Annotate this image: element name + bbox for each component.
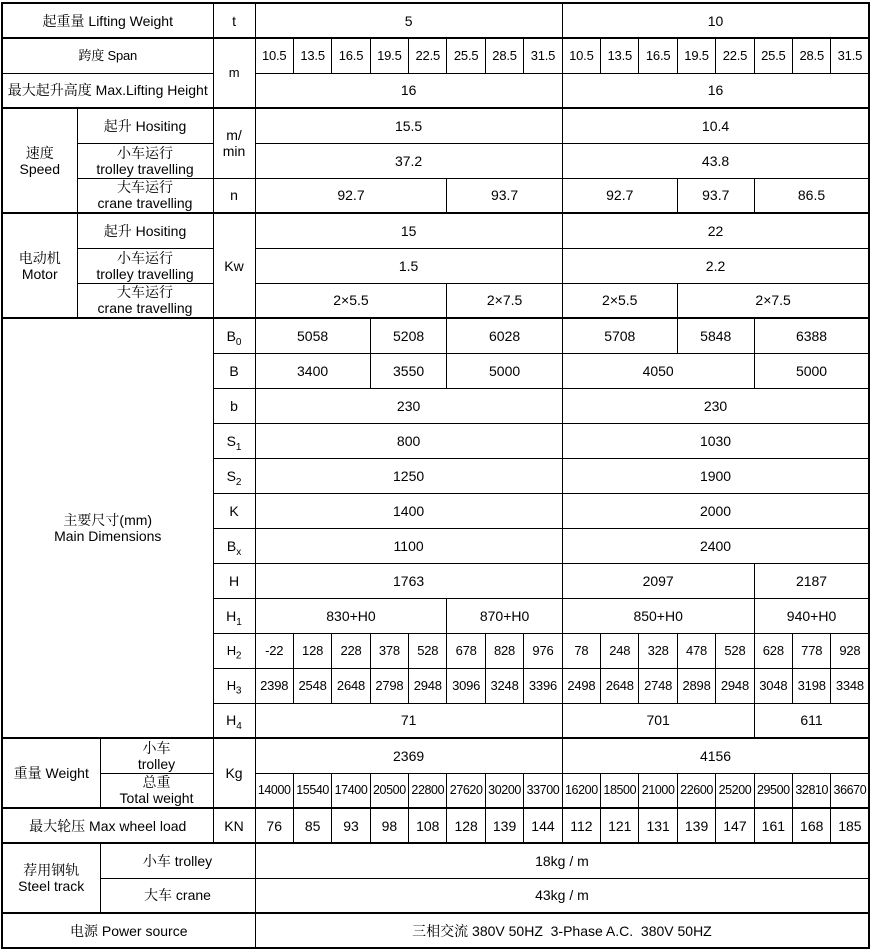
dim-h3-value: 3248 — [485, 668, 523, 703]
dim-b-value: 3400 — [255, 353, 370, 388]
wheel-load-value: 144 — [524, 808, 562, 843]
dim-h3-value: 2948 — [716, 668, 754, 703]
wheel-load-value: 128 — [447, 808, 485, 843]
dim-h3-value: 2498 — [562, 668, 600, 703]
wheel-load-value: 139 — [485, 808, 523, 843]
dim-h3-value: 2948 — [409, 668, 447, 703]
span-value: 13.5 — [601, 38, 639, 73]
dim-h2-value: 248 — [601, 633, 639, 668]
dim-h2-value: 778 — [793, 633, 831, 668]
dim-label-b: B — [213, 353, 255, 388]
span-value: 31.5 — [524, 38, 562, 73]
speed-crane-value: 93.7 — [677, 178, 754, 213]
weight-trolley-value-10t: 4156 — [562, 738, 869, 773]
dim-label-h3: $H_3$ — [213, 668, 255, 703]
wheel-load-value: 112 — [562, 808, 600, 843]
dim-s2-value: 1250 — [255, 458, 562, 493]
weight-total-value: 22800 — [409, 773, 447, 808]
wheel-load-value: 139 — [677, 808, 715, 843]
track-group-label: 荐用钢轨 Steel track — [2, 843, 100, 913]
span-value: 16.5 — [639, 38, 677, 73]
dim-h2-value: 128 — [293, 633, 331, 668]
wheel-load-value: 108 — [409, 808, 447, 843]
dim-s1-value: 1030 — [562, 423, 869, 458]
dim-h3-value: 2648 — [332, 668, 370, 703]
dim-bx-value: 2400 — [562, 528, 869, 563]
dim-h-value: 2187 — [754, 563, 869, 598]
weight-total-value: 27620 — [447, 773, 485, 808]
weight-total-value: 20500 — [370, 773, 408, 808]
dim-label-h: H — [213, 563, 255, 598]
weight-total-label: 总重 Total weight — [100, 773, 213, 808]
power-source-label: 电源 Power source — [2, 913, 255, 948]
dim-h3-value: 2648 — [601, 668, 639, 703]
wheel-load-label: 最大轮压 Max wheel load — [2, 808, 213, 843]
dim-b-value: 5000 — [447, 353, 562, 388]
motor-crane-value: 2×5.5 — [255, 283, 447, 318]
wheel-load-value: 121 — [601, 808, 639, 843]
weight-total-value: 36670 — [831, 773, 869, 808]
motor-crane-value: 2×7.5 — [447, 283, 562, 318]
span-value: 28.5 — [485, 38, 523, 73]
max-height-value-10t: 16 — [562, 73, 869, 108]
track-crane-label: 大车 crane — [100, 878, 255, 913]
dim-h4-value: 701 — [562, 703, 754, 738]
wheel-load-value: 168 — [793, 808, 831, 843]
crane-spec-table — [1, 2, 870, 949]
wheel-load-value: 131 — [639, 808, 677, 843]
dim-b-value: 5000 — [754, 353, 869, 388]
span-value: 10.5 — [255, 38, 293, 73]
dim-b-small-value: 230 — [562, 388, 869, 423]
speed-unit-n: n — [213, 178, 255, 213]
speed-crane-value: 92.7 — [562, 178, 677, 213]
track-trolley-value: 18kg / m — [255, 843, 869, 878]
dim-h3-value: 3048 — [754, 668, 792, 703]
dim-h3-value: 2748 — [639, 668, 677, 703]
motor-crane-label: 大车运行 crane travelling — [77, 283, 213, 318]
dim-h3-value: 2898 — [677, 668, 715, 703]
wheel-load-unit: KN — [213, 808, 255, 843]
span-value: 19.5 — [677, 38, 715, 73]
dim-h1-value: 850+H0 — [562, 598, 754, 633]
weight-group-label: 重量 Weight — [2, 738, 100, 808]
max-height-label: 最大起升高度 Max.Lifting Height — [2, 73, 213, 108]
speed-crane-value: 86.5 — [754, 178, 869, 213]
dim-h2-value: 928 — [831, 633, 869, 668]
span-value: 31.5 — [831, 38, 869, 73]
motor-trolley-value-10t: 2.2 — [562, 248, 869, 283]
power-source-value: 三相交流 380V 50HZ 3-Phase A.C. 380V 50HZ — [255, 913, 869, 948]
wheel-load-value: 76 — [255, 808, 293, 843]
speed-hoisting-value-5t: 15.5 — [255, 108, 562, 143]
motor-hoisting-value-10t: 22 — [562, 213, 869, 248]
weight-total-value: 30200 — [485, 773, 523, 808]
dim-b0-value: 5848 — [677, 318, 754, 353]
dim-h2-value: 528 — [409, 633, 447, 668]
max-height-value-5t: 16 — [255, 73, 562, 108]
weight-total-value: 22600 — [677, 773, 715, 808]
wheel-load-value: 161 — [754, 808, 792, 843]
weight-total-value: 16200 — [562, 773, 600, 808]
dim-h3-value: 2798 — [370, 668, 408, 703]
span-value: 10.5 — [562, 38, 600, 73]
dim-bx-value: 1100 — [255, 528, 562, 563]
dim-h3-value: 3396 — [524, 668, 562, 703]
wheel-load-value: 98 — [370, 808, 408, 843]
dim-h2-value: 628 — [754, 633, 792, 668]
span-value: 19.5 — [370, 38, 408, 73]
dim-h3-value: 2548 — [293, 668, 331, 703]
dim-label-h2: $H_2$ — [213, 633, 255, 668]
wheel-load-value: 185 — [831, 808, 869, 843]
dim-s1-value: 800 — [255, 423, 562, 458]
dim-b-small-value: 230 — [255, 388, 562, 423]
motor-crane-value: 2×7.5 — [677, 283, 869, 318]
dim-label-s2: $S_2$ — [213, 458, 255, 493]
motor-trolley-label: 小车运行 trolley travelling — [77, 248, 213, 283]
dim-label-bx: $B_x$ — [213, 528, 255, 563]
speed-crane-label: 大车运行 crane travelling — [77, 178, 213, 213]
motor-unit: Kw — [213, 213, 255, 318]
weight-total-value: 17400 — [332, 773, 370, 808]
dim-h-value: 2097 — [562, 563, 754, 598]
dim-h2-value: -22 — [255, 633, 293, 668]
weight-total-value: 21000 — [639, 773, 677, 808]
weight-trolley-label: 小车 trolley — [100, 738, 213, 773]
span-unit: m — [213, 38, 255, 108]
dim-b0-value: 5708 — [562, 318, 677, 353]
speed-group-zh: 速度 — [25, 144, 54, 161]
span-value: 22.5 — [716, 38, 754, 73]
dim-b0-value: 6028 — [447, 318, 562, 353]
weight-total-value: 32810 — [793, 773, 831, 808]
dim-label-h4: $H_4$ — [213, 703, 255, 738]
dim-h4-value: 71 — [255, 703, 562, 738]
dim-h-value: 1763 — [255, 563, 562, 598]
dim-b0-value: 5058 — [255, 318, 370, 353]
lifting-weight-unit: t — [213, 3, 255, 38]
dim-b0-value: 6388 — [754, 318, 869, 353]
dim-h2-value: 378 — [370, 633, 408, 668]
span-value: 25.5 — [754, 38, 792, 73]
weight-total-value: 15540 — [293, 773, 331, 808]
dim-h4-value: 611 — [754, 703, 869, 738]
dim-h2-value: 228 — [332, 633, 370, 668]
dim-k-value: 2000 — [562, 493, 869, 528]
weight-total-value: 14000 — [255, 773, 293, 808]
speed-group-en: Speed — [19, 160, 60, 177]
weight-total-value: 18500 — [601, 773, 639, 808]
motor-crane-value: 2×5.5 — [562, 283, 677, 318]
speed-unit-m-min: m/ min — [213, 108, 255, 178]
dim-h3-value: 3348 — [831, 668, 869, 703]
span-value: 22.5 — [409, 38, 447, 73]
dim-b-value: 4050 — [562, 353, 754, 388]
motor-trolley-value-5t: 1.5 — [255, 248, 562, 283]
speed-trolley-label: 小车运行 trolley travelling — [77, 143, 213, 178]
dim-h1-value: 940+H0 — [754, 598, 869, 633]
dim-k-value: 1400 — [255, 493, 562, 528]
dim-h2-value: 828 — [485, 633, 523, 668]
motor-hoisting-label: 起升 Hositing — [77, 213, 213, 248]
motor-hoisting-value-5t: 15 — [255, 213, 562, 248]
speed-hoisting-value-10t: 10.4 — [562, 108, 869, 143]
span-value: 16.5 — [332, 38, 370, 73]
track-trolley-label: 小车 trolley — [100, 843, 255, 878]
weight-total-value: 25200 — [716, 773, 754, 808]
span-value: 13.5 — [293, 38, 331, 73]
dim-b-value: 3550 — [370, 353, 447, 388]
speed-crane-value: 92.7 — [255, 178, 447, 213]
wheel-load-value: 85 — [293, 808, 331, 843]
dim-h2-value: 528 — [716, 633, 754, 668]
span-label: 跨度 Span — [2, 38, 213, 73]
weight-total-value: 33700 — [524, 773, 562, 808]
speed-trolley-value-5t: 37.2 — [255, 143, 562, 178]
dims-group-label: 主要尺寸(mm) Main Dimensions — [2, 318, 213, 738]
dim-label-b0: $B_0$ — [213, 318, 255, 353]
dim-h2-value: 976 — [524, 633, 562, 668]
track-crane-value: 43kg / m — [255, 878, 869, 913]
wheel-load-value: 93 — [332, 808, 370, 843]
dim-label-h1: $H_1$ — [213, 598, 255, 633]
dim-h2-value: 678 — [447, 633, 485, 668]
weight-trolley-value-5t: 2369 — [255, 738, 562, 773]
speed-crane-value: 93.7 — [447, 178, 562, 213]
span-value: 25.5 — [447, 38, 485, 73]
dim-label-b-small: b — [213, 388, 255, 423]
dim-h3-value: 2398 — [255, 668, 293, 703]
dim-h2-value: 78 — [562, 633, 600, 668]
dim-h3-value: 3096 — [447, 668, 485, 703]
weight-unit: Kg — [213, 738, 255, 808]
dim-label-k: K — [213, 493, 255, 528]
lifting-weight-label: 起重量 Lifting Weight — [2, 3, 213, 38]
dim-h1-value: 870+H0 — [447, 598, 562, 633]
dim-h2-value: 328 — [639, 633, 677, 668]
dim-h3-value: 3198 — [793, 668, 831, 703]
dim-s2-value: 1900 — [562, 458, 869, 493]
dim-h1-value: 830+H0 — [255, 598, 447, 633]
dim-b0-value: 5208 — [370, 318, 447, 353]
motor-group-label: 电动机 Motor — [2, 213, 77, 318]
lifting-weight-value-5t: 5 — [255, 3, 562, 38]
dim-h2-value: 478 — [677, 633, 715, 668]
lifting-weight-value-10t: 10 — [562, 3, 869, 38]
speed-hoisting-label: 起升 Hositing — [77, 108, 213, 143]
span-value: 28.5 — [793, 38, 831, 73]
dim-label-s1: $S_1$ — [213, 423, 255, 458]
wheel-load-value: 147 — [716, 808, 754, 843]
weight-total-value: 29500 — [754, 773, 792, 808]
speed-trolley-value-10t: 43.8 — [562, 143, 869, 178]
speed-group-label — [2, 108, 77, 213]
